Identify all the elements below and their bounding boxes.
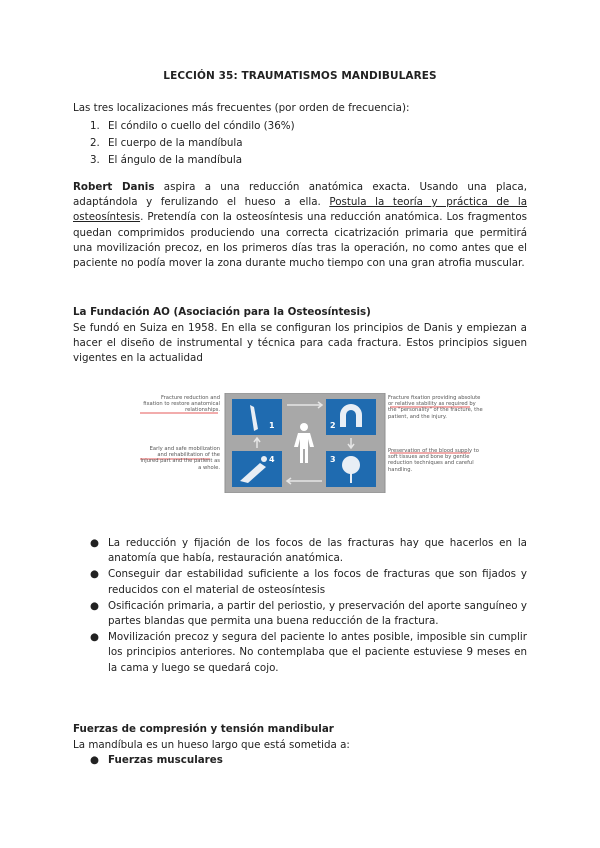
locations-list xyxy=(90,118,295,169)
fuerzas-list xyxy=(90,753,527,769)
caption-3: Early and safe mobilization and rehabilitation of the injured part and the patient as a whole. xyxy=(140,446,220,471)
danis-paragraph: Robert Danis aspira a una reducción anatómica exacta. Usando una placa, adaptándola y ferulizando el hueso a ella. Postula la teoría y práctica de la osteosíntesis. Pretendía con la osteosíntesis una reducción anatómica. Los fragmentos quedan comprimidos produciendo una correcta cicatrización primaria que permitirá una movilización precoz, en los primeros días tras la operación, no como antes que el paciente no podía mover la zona durante mucho tiempo con una gran atrofia muscular. xyxy=(73,181,527,270)
list-item: ● Movilización precoz y segura del paciente lo antes posible, imposible sin cumplir los principios anteriores. No contemplaba que el paciente estuviese 9 meses en la cama y luego se quedará cojo. xyxy=(90,631,527,674)
caption-1: Fracture reduction and fixation to restore anatomical relationships. xyxy=(143,395,220,414)
list-item: ● La reducción y fijación de los focos de las fracturas hay que hacerlos en la anatomía que había, restauración anatómica. xyxy=(90,537,527,565)
ao-paragraph: Se fundó en Suiza en 1958. En ella se configuran los principios de Danis y empiezan a hacer el diseño de instrumental y técnica para cada fractura. Estos principios siguen vigentes en la actualidad xyxy=(73,322,527,365)
fuerzas-text: La mandíbula es un hueso largo que está sometida a: xyxy=(73,739,350,751)
tile-number-2: 2 xyxy=(330,421,336,430)
list-item: ● Osificación primaria, a partir del periostio, y preservación del aporte sanguíneo y partes blandas que permita una buena reducción de la fractura. xyxy=(90,599,527,628)
danis-name: Robert Danis xyxy=(73,181,155,193)
ao-heading: La Fundación AO (Asociación para la Osteosíntesis) xyxy=(73,306,371,318)
fuerzas-heading: Fuerzas de compresión y tensión mandibular xyxy=(73,723,334,735)
caption-4: Preservation of the blood supply to soft tissues and bone by gentle reduction techniques and careful handling. xyxy=(388,448,479,473)
page-title: LECCIÓN 35: TRAUMATISMOS MANDIBULARES xyxy=(163,70,437,82)
tile-number-3: 3 xyxy=(330,455,336,464)
caption-2: Fracture fixation providing absolute or relative stability as required by the "personality" of the fracture, the patient, and the injury. xyxy=(388,395,483,420)
list-item: ● Conseguir dar estabilidad suficiente a los focos de fracturas que son fijados y reducidos con el material de osteosíntesis xyxy=(90,568,527,596)
list-item: 2. El cuerpo de la mandíbula xyxy=(90,137,243,149)
list-item: 1. El cóndilo o cuello del cóndilo (36%) xyxy=(90,120,295,132)
principles-list xyxy=(90,536,527,677)
intro-text: Las tres localizaciones más frecuentes (por orden de frecuencia): xyxy=(73,102,410,114)
danis-underlined: Postula la teoría y práctica de la osteosíntesis xyxy=(73,196,527,224)
list-item: ● Fuerzas musculares xyxy=(90,754,223,766)
tile-number-1: 1 xyxy=(269,421,275,430)
list-item: 3. El ángulo de la mandíbula xyxy=(90,154,243,166)
ao-principles-figure xyxy=(140,393,485,493)
tile-number-4: 4 xyxy=(269,455,275,464)
